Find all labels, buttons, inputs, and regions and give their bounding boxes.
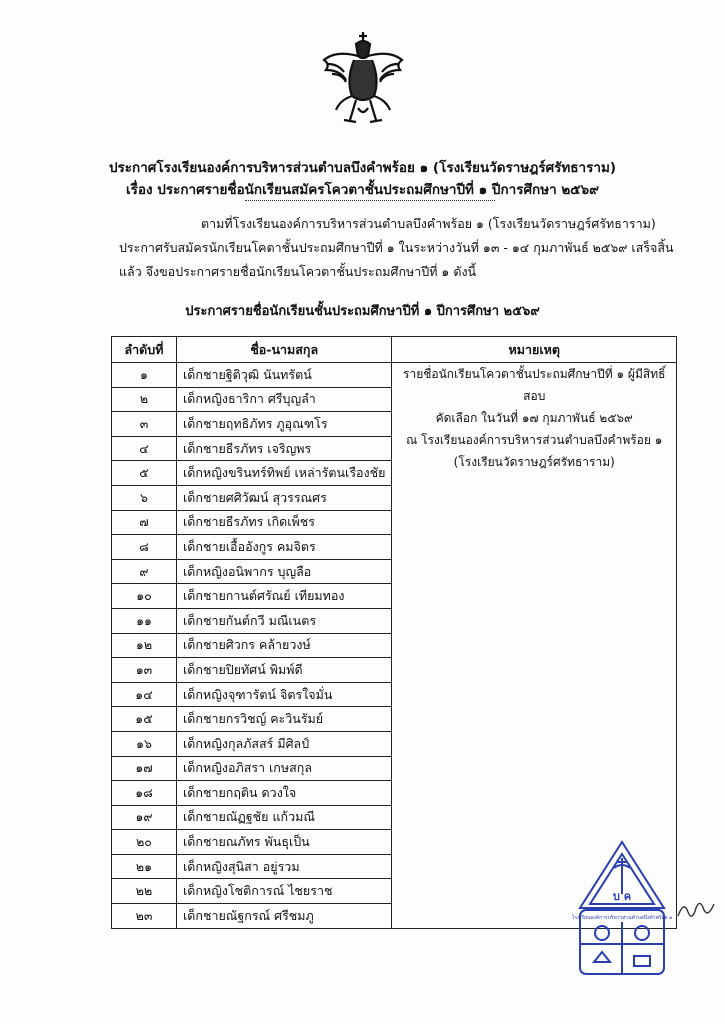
student-name: เด็กชายณัฐกรณ์ ศรีชมภู <box>177 904 392 929</box>
list-title: ประกาศรายชื่อนักเรียนชั้นประถมศึกษาปีที่ ๑ ปีการศึกษา ๒๕๖๙ <box>185 304 540 319</box>
intro-line-1: ตามที่โรงเรียนองค์การบริหารส่วนตำบลบึงคำพร้อย ๑ (โรงเรียนวัดราษฎร์ศรัทธาราม) <box>201 216 656 231</box>
row-number: ๑๕ <box>112 707 177 732</box>
remark-line: รายชื่อนักเรียนโควตาชั้นประถมศึกษาปีที่ ๑ ผู้มีสิทธิ์สอบ <box>403 367 666 403</box>
student-name: เด็กชายปิยทัศน์ พิมพ์ดี <box>177 658 392 683</box>
seal-letters: บ ค <box>612 890 632 903</box>
row-number: ๑๓ <box>112 658 177 683</box>
student-name: เด็กชายกานต์ศรัณย์ เทียมทอง <box>177 584 392 609</box>
remark-line: คัดเลือก ในวันที่ ๑๗ กุมภาพันธ์ ๒๕๖๙ <box>435 411 633 425</box>
row-number: ๖ <box>112 485 177 510</box>
student-name: เด็กชายศศิวัฒน์ สุวรรณศร <box>177 485 392 510</box>
row-number: ๑๘ <box>112 781 177 806</box>
row-number: ๑ <box>112 363 177 388</box>
row-number: ๑๑ <box>112 608 177 633</box>
column-header-note: หมายเหตุ <box>392 337 677 363</box>
remark-line: ณ โรงเรียนองค์การบริหารส่วนตำบลบึงคำพร้อย ๑ <box>406 433 663 447</box>
row-number: ๑๗ <box>112 756 177 781</box>
row-number: ๒ <box>112 387 177 412</box>
seal-text: โรงเรียนองค์การบริหารส่วนตำบลบึงคำพร้อย ๑ <box>572 915 672 921</box>
student-name: เด็กชายฤทธิภัทร ภูอุณฑโร <box>177 412 392 437</box>
row-number: ๕ <box>112 461 177 486</box>
student-name: เด็กหญิงธาริกา ศรีบุญลำ <box>177 387 392 412</box>
row-number: ๑๔ <box>112 682 177 707</box>
student-name: เด็กหญิงโชติการณ์ ไชยราช <box>177 879 392 904</box>
row-number: ๒๓ <box>112 904 177 929</box>
intro-line-3: แล้ว จึงขอประกาศรายชื่อนักเรียนโควตาชั้นประถมศึกษาปีที่ ๑ ดังนี้ <box>119 264 477 279</box>
student-name: เด็กหญิงกุลภัสสร์ มีศิลป์ <box>177 731 392 756</box>
student-name: เด็กหญิงอภิสรา เกษสกุล <box>177 756 392 781</box>
student-name: เด็กชายศิวกร คล้ายวงษ์ <box>177 633 392 658</box>
student-name: เด็กชายธีรภัทร เจริญพร <box>177 436 392 461</box>
student-name: เด็กชายณัฏฐชัย แก้วมณี <box>177 805 392 830</box>
row-number: ๒๐ <box>112 830 177 855</box>
announcement-subject: เรื่อง ประกาศรายชื่อนักเรียนสมัครโควตาชั้นประถมศึกษาปีที่ ๑ ปีการศึกษา ๒๕๖๙ <box>126 182 599 198</box>
row-number: ๑๙ <box>112 805 177 830</box>
student-name: เด็กชายเอื้ออังกูร คมจิตร <box>177 535 392 560</box>
student-name: เด็กชายกฤติน ดวงใจ <box>177 781 392 806</box>
student-name: เด็กหญิงขรินทร์ทิพย์ เหล่ารัตนเรืองชัย <box>177 461 392 486</box>
row-number: ๑๒ <box>112 633 177 658</box>
dotted-divider <box>245 200 495 201</box>
student-name: เด็กหญิงสุนิสา อยู่รวม <box>177 854 392 879</box>
student-name: เด็กชายฐิติวุฒิ นันทรัตน์ <box>177 363 392 388</box>
student-name: เด็กชายณภัทร พันธุเป็น <box>177 830 392 855</box>
intro-line-2: ประกาศรับสมัครนักเรียนโคตาชั้นประถมศึกษาปีที่ ๑ ในระหว่างวันที่ ๑๓ - ๑๔ กุมภาพันธ์ ๒๕๖๙ เสร็จสิ้น <box>119 240 674 255</box>
row-number: ๒๒ <box>112 879 177 904</box>
table-row <box>112 363 677 388</box>
row-number: ๗ <box>112 510 177 535</box>
student-name: เด็กชายกรวิชญ์ คะวินรัมย์ <box>177 707 392 732</box>
row-number: ๘ <box>112 535 177 560</box>
garuda-emblem-icon <box>316 30 410 128</box>
row-number: ๑๖ <box>112 731 177 756</box>
column-header-name: ชื่อ-นามสกุล <box>177 337 392 363</box>
remark-line: (โรงเรียนวัดราษฎร์ศรัทธาราม) <box>453 455 615 469</box>
row-number: ๔ <box>112 436 177 461</box>
row-number: ๑๐ <box>112 584 177 609</box>
student-name: เด็กชายธีรภัทร เกิดเพ็ชร <box>177 510 392 535</box>
table-header-row <box>112 337 677 363</box>
school-seal-stamp <box>572 838 672 978</box>
row-number: ๙ <box>112 559 177 584</box>
row-number: ๒๑ <box>112 854 177 879</box>
signature-mark <box>676 894 716 924</box>
student-name: เด็กหญิงอนิพากร บุญลือ <box>177 559 392 584</box>
student-name: เด็กชายกันต์กวี มณีเนตร <box>177 608 392 633</box>
column-header-number: ลำดับที่ <box>112 337 177 363</box>
row-number: ๓ <box>112 412 177 437</box>
announcement-title: ประกาศโรงเรียนองค์การบริหารส่วนตำบลบึงคำพร้อย ๑ (โรงเรียนวัดราษฎร์ศรัทธาราม) <box>108 160 617 176</box>
student-name: เด็กหญิงจุฑารัตน์ จิตรใจมั่น <box>177 682 392 707</box>
